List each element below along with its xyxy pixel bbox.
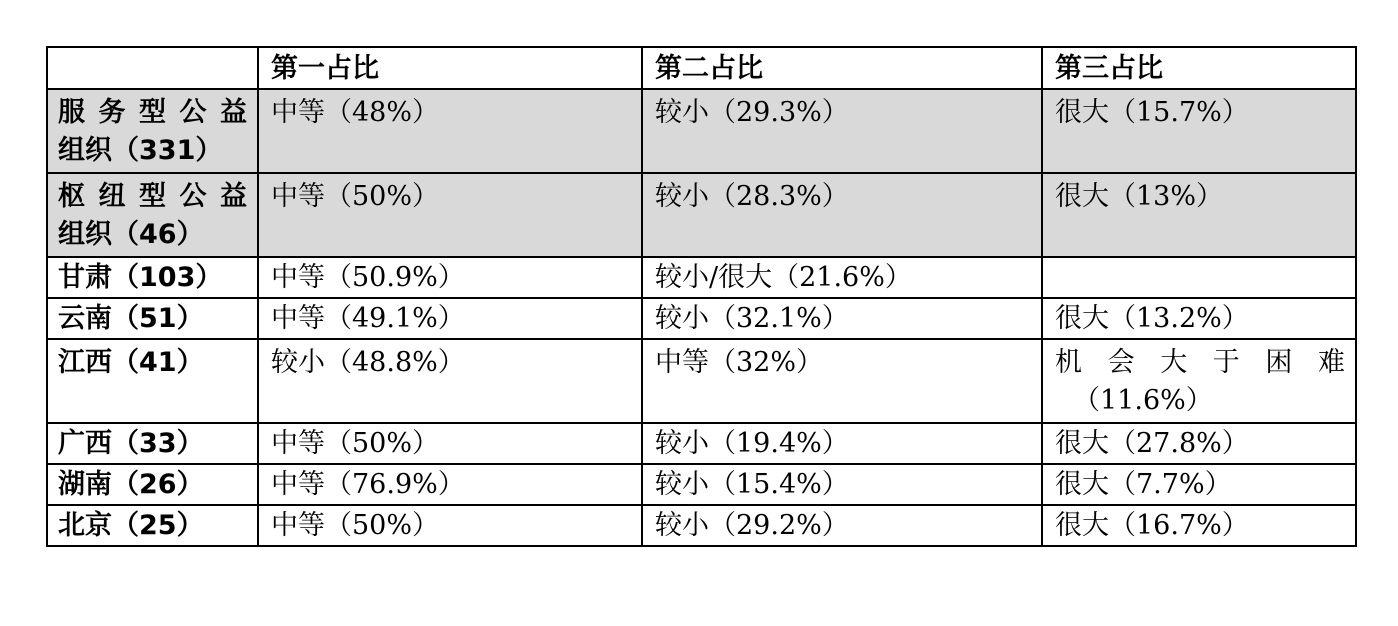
table-row — [47, 298, 1356, 339]
table-row — [47, 173, 1356, 257]
row-label-cell: 湖南（26） — [47, 464, 258, 505]
table-row — [47, 339, 1356, 423]
second-share-cell: 较小（29.3%） — [642, 89, 1042, 173]
row-label-cell: 江西（41） — [47, 339, 258, 423]
row-label-cell: 甘肃（103） — [47, 257, 258, 298]
header-cell-third-share: 第三占比 — [1042, 47, 1356, 89]
row-label-cell: 广西（33） — [47, 423, 258, 464]
first-share-cell: 中等（50%） — [258, 173, 642, 257]
row-label-line1: 枢纽型公益 — [58, 181, 247, 212]
first-share-cell: 中等（49.1%） — [258, 298, 642, 339]
first-share-cell: 中等（76.9%） — [258, 464, 642, 505]
row-label-cell — [47, 173, 258, 257]
cropped-text-line — [54, 0, 1344, 8]
second-share-cell: 较小（32.1%） — [642, 298, 1042, 339]
row-label-cell: 北京（25） — [47, 505, 258, 546]
table-row — [47, 505, 1356, 546]
row-label-cell — [47, 89, 258, 173]
table-row — [47, 89, 1356, 173]
row-label-line2: 组织（46） — [58, 219, 204, 250]
second-share-cell: 较小（29.2%） — [642, 505, 1042, 546]
row-label-line2: 组织（331） — [58, 135, 223, 166]
first-share-cell: 中等（50.9%） — [258, 257, 642, 298]
first-share-cell: 中等（50%） — [258, 505, 642, 546]
third-share-cell — [1042, 339, 1356, 423]
comparison-table — [46, 46, 1357, 547]
row-label-cell: 云南（51） — [47, 298, 258, 339]
first-share-cell: 中等（48%） — [258, 89, 642, 173]
header-cell-first-share: 第一占比 — [258, 47, 642, 89]
third-share-line2: （11.6%） — [1073, 385, 1213, 416]
second-share-cell: 较小（19.4%） — [642, 423, 1042, 464]
third-share-cell: 很大（13.2%） — [1042, 298, 1356, 339]
table-row — [47, 423, 1356, 464]
row-label-line1: 服务型公益 — [58, 97, 247, 128]
table-row — [47, 257, 1356, 298]
third-share-cell: 很大（16.7%） — [1042, 505, 1356, 546]
first-share-cell: 较小（48.8%） — [258, 339, 642, 423]
second-share-cell: 中等（32%） — [642, 339, 1042, 423]
third-share-cell: 很大（13%） — [1042, 173, 1356, 257]
third-share-cell: 很大（7.7%） — [1042, 464, 1356, 505]
third-share-line1: 机会大于困难 — [1055, 347, 1345, 378]
second-share-cell: 较小/很大（21.6%） — [642, 257, 1042, 298]
header-cell-empty — [47, 47, 258, 89]
table-row — [47, 464, 1356, 505]
third-share-cell: 很大（27.8%） — [1042, 423, 1356, 464]
second-share-cell: 较小（28.3%） — [642, 173, 1042, 257]
table-header-row — [47, 47, 1356, 89]
header-cell-second-share: 第二占比 — [642, 47, 1042, 89]
third-share-cell — [1042, 257, 1356, 298]
first-share-cell: 中等（50%） — [258, 423, 642, 464]
second-share-cell: 较小（15.4%） — [642, 464, 1042, 505]
third-share-cell: 很大（15.7%） — [1042, 89, 1356, 173]
